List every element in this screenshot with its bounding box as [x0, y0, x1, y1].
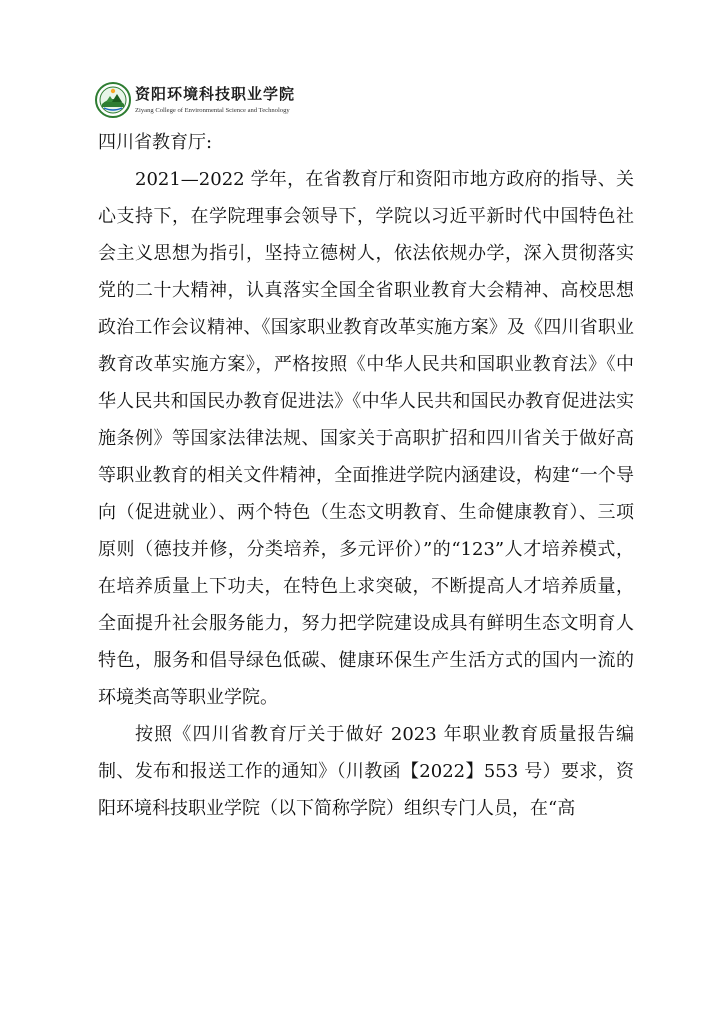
- college-seal-icon: [95, 82, 131, 118]
- page-header: [95, 82, 335, 122]
- paragraph-2: 按照《四川省教育厅关于做好 2023 年职业教育质量报告编制、发布和报送工作的通知》（川教函【2022】553 号）要求，资阳环境科技职业学院（以下简称学院）组织专门人员，在“高: [98, 724, 634, 819]
- document-body: [98, 124, 634, 827]
- college-brand: [135, 85, 295, 115]
- college-name-en: Ziyang College of Environmental Science and Technology: [135, 107, 290, 114]
- salutation: 四川省教育厅:: [98, 132, 213, 153]
- college-name-cn: 资阳环境科技职业学院: [135, 85, 296, 103]
- paragraph-1: 2021—2022 学年，在省教育厅和资阳市地方政府的指导、关心支持下，在学院理事会领导下，学院以习近平新时代中国特色社会主义思想为指引，坚持立德树人，依法依规办学，深入贯彻落实党的二十大精神，认真落实全国全省职业教育大会精神、高校思想政治工作会议精神、《国家职业教育改革实施方案》及《四川省职业教育改革实施方案》，严格按照《中华人民共和国职业教育法》《中华人民共和国民办教育促进法》《中华人民共和国民办教育促进法实施条例》等国家法律法规、国家关于高职扩招和四川省关于做好高等职业教育的相关文件精神，全面推进学院内涵建设，构建“一个导向（促进就业）、两个特色（生态文明教育、生命健康教育）、三项原则（德技并修，分类培养，多元评价）”的“123”人才培养模式，在培养质量上下功夫，在特色上求突破，不断提高人才培养质量，全面提升社会服务能力，努力把学院建设成具有鲜明生态文明育人特色，服务和倡导绿色低碳、健康环保生产生活方式的国内一流的环境类高等职业学院。: [98, 169, 634, 708]
